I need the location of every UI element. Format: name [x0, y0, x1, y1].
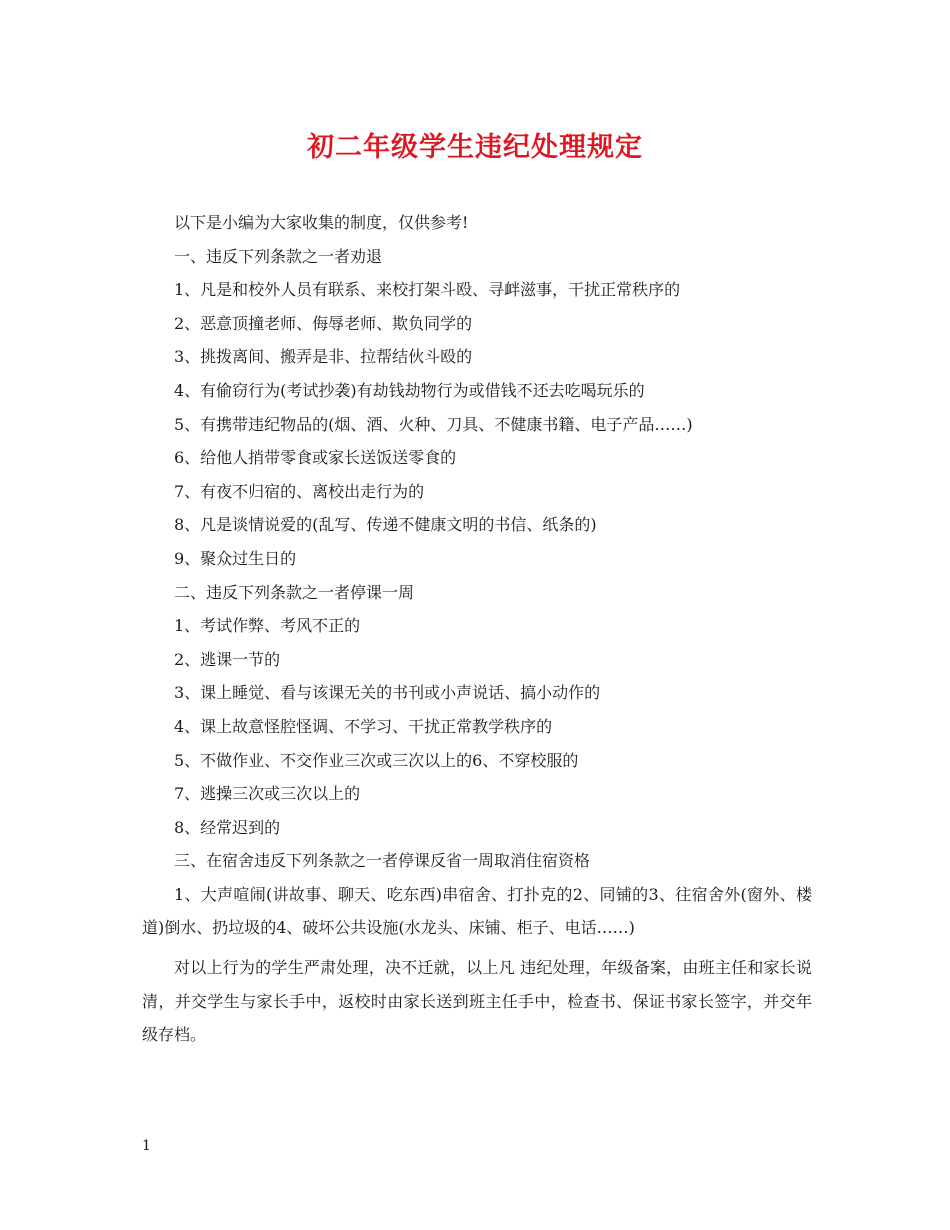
rule-item: 7、逃操三次或三次以上的 [174, 784, 361, 804]
section-heading-1: 一、违反下列条款之一者劝退 [174, 246, 383, 266]
document-body [142, 206, 812, 1052]
document-title: 初二年级学生违纪处理规定 [307, 132, 643, 163]
rule-item: 1、考试作弊、考风不正的 [174, 616, 361, 636]
rule-item: 8、凡是谈情说爱的(乱写、传递不健康文明的书信、纸条的) [174, 515, 597, 535]
rule-item: 1、凡是和校外人员有联系、来校打架斗殴、寻衅滋事，干扰正常秩序的 [174, 280, 681, 300]
rule-item: 4、课上故意怪腔怪调、不学习、干扰正常教学秩序的 [174, 716, 553, 736]
rule-item: 3、课上睡觉、看与该课无关的书刊或小声说话、搞小动作的 [174, 683, 601, 703]
rule-item: 5、有携带违纪物品的(烟、酒、火种、刀具、不健康书籍、电子产品……) [174, 414, 693, 434]
page-number: 1 [142, 1138, 151, 1154]
rule-item: 8、经常迟到的 [174, 817, 281, 837]
section-heading-3: 三、在宿舍违反下列条款之一者停课反省一周取消住宿资格 [174, 851, 591, 871]
rule-item: 9、聚众过生日的 [174, 548, 297, 568]
intro-line: 以下是小编为大家收集的制度，仅供参考! [174, 213, 469, 232]
rule-item: 7、有夜不归宿的、离校出走行为的 [174, 481, 425, 501]
rule-item: 2、恶意顶撞老师、侮辱老师、欺负同学的 [174, 313, 473, 333]
closing-paragraph: 对以上行为的学生严肃处理，决不迁就，以上凡 违纪处理，年级备案，由班主任和家长说清，并交学生与家长手中，返校时由家长送到班主任手中，检查书、保证书家长签字，并交年级存档。 [142, 958, 812, 1045]
rule-item: 2、逃课一节的 [174, 649, 281, 669]
rule-item: 6、给他人捎带零食或家长送饭送零食的 [174, 448, 457, 468]
rule-item: 3、挑拨离间、搬弄是非、拉帮结伙斗殴的 [174, 347, 473, 367]
dorm-rules-paragraph: 1、大声喧闹(讲故事、聊天、吃东西)串宿舍、打扑克的2、同铺的3、往宿舍外(窗外、楼道)倒水、扔垃圾的4、破坏公共设施(水龙头、床铺、柜子、电话……) [142, 884, 812, 938]
section-heading-2: 二、违反下列条款之一者停课一周 [174, 582, 415, 602]
rule-item: 5、不做作业、不交作业三次或三次以上的6、不穿校服的 [174, 750, 579, 770]
rule-item: 4、有偷窃行为(考试抄袭)有劫钱劫物行为或借钱不还去吃喝玩乐的 [174, 380, 645, 400]
